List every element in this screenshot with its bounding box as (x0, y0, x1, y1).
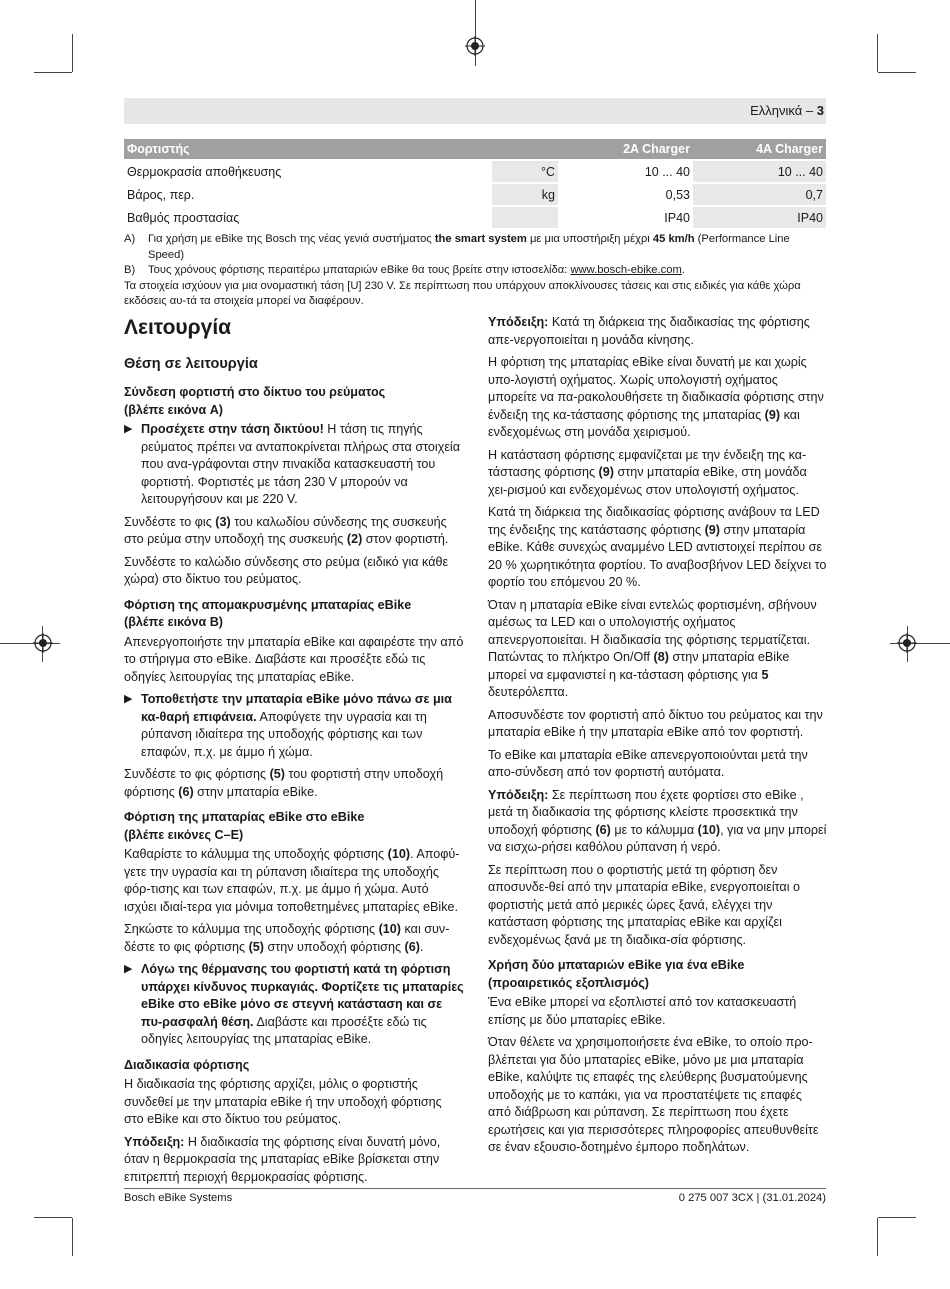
heading-charging-process: Διαδικασία φόρτισης (124, 1057, 250, 1072)
paragraph (488, 597, 828, 702)
heading-dual-battery: Χρήση δύο μπαταριών eBike για ένα eBike (προαιρετικός εξοπλισμός) (488, 958, 745, 990)
ref: (5) (269, 767, 285, 781)
table-row (124, 161, 826, 182)
bullet-text (141, 691, 464, 761)
spec-table (124, 137, 826, 230)
spec-unit: °C (492, 161, 558, 182)
ref: (10) (378, 922, 402, 936)
page-header (124, 98, 826, 124)
crop-mark-bottom-right (877, 1218, 878, 1256)
footnote-b-text (148, 263, 685, 279)
crop-mark-top-right (877, 34, 878, 72)
registration-mark-top-icon (465, 36, 485, 56)
table-row (124, 184, 826, 205)
spec-label: Θερμοκρασία αποθήκευσης (127, 164, 282, 179)
crop-mark-bottom-left-h (34, 1217, 72, 1218)
heading-line: Σύνδεση φορτιστή στο δίκτυο του ρεύματος (124, 385, 386, 399)
footer-docnumber: 0 275 007 3CX | (31.01.2024) (678, 1192, 826, 1204)
text: του φορτιστή στην υποδοχή φόρτισης (124, 767, 444, 799)
ref: (10) (387, 847, 411, 861)
right-column (488, 314, 828, 1162)
paragraph (488, 314, 828, 349)
header-separator: – (802, 103, 817, 118)
heading-line: (βλέπε εικόνες C–E) (124, 827, 244, 842)
heading-mains-connection (124, 384, 464, 419)
ref: (6) (178, 784, 194, 799)
crop-mark-bottom-right-h (878, 1217, 916, 1218)
ref: (6) (595, 822, 611, 837)
spec-label: Βαθμός προστασίας (127, 210, 240, 225)
footnote-a-part: με μια υποστήριξη μέχρι (526, 233, 653, 245)
paragraph: Αποσυνδέστε τον φορτιστή από δίκτυο του ρεύματος και την μπαταρία eBike ή την μπαταρία eBike από τον φορτιστή. (488, 707, 823, 739)
paragraph: Απενεργοποιήστε την μπαταρία eBike και αφαιρέστε την από το στήριγμα στο eBike. Διαβάστε και προσέξτε εδώ τις οδηγίες λειτουργίας της μπαταρίας eBike. (124, 634, 464, 684)
section-subtitle: Θέση σε λειτουργία (124, 356, 258, 372)
paragraph (124, 514, 464, 549)
spec-unit: kg (492, 184, 558, 205)
text: Σε περίπτωση που έχετε φορτίσει στο eBike , μετά τη διαδικασία της φόρτισης κλείστε προσεκτικά την υποδοχή φόρτισης (488, 787, 804, 837)
general-note: Τα στοιχεία ισχύουν για μια ονομαστική τάση [U] 230 V. Σε περίπτωση που υπάρχουν αποκλίνουσες τάσεις και στις ειδικές για κάθε χώρα εκδόσεις αυ-τά τα στοιχεία μπορεί να διαφέρουν. (124, 279, 801, 307)
spec-value-4a: 10 ... 40 (693, 161, 826, 182)
footnote-a-key: A) (124, 233, 136, 245)
text: Καθαρίστε το κάλυμμα της υποδοχής φόρτισης (124, 847, 388, 861)
text: με το κάλυμμα (610, 822, 698, 837)
paragraph (124, 921, 464, 956)
registration-mark-right-icon (897, 633, 917, 653)
note-label: Υπόδειξη: (124, 1134, 185, 1149)
page-number: 3 (816, 103, 824, 118)
ref: 5 (761, 667, 769, 682)
text: στην μπαταρία eBike, στη μονάδα χει-ρισμού και ενδεχομένως στον υπολογιστή οχήματος. (488, 465, 807, 497)
text: Κατά τη διάρκεια της διαδικασίας φόρτισης ανάβουν τα LED της ένδειξης της κατάστασης φόρτισης (488, 505, 820, 537)
page-header-text (750, 103, 826, 118)
heading-line: Φόρτιση της μπαταρίας eBike στο eBike (124, 810, 365, 824)
footer-divider (124, 1188, 826, 1189)
text: στην υποδοχή φόρτισης (264, 939, 405, 954)
footnote-a-bold: 45 km/h (652, 233, 695, 245)
bullet-clean-surface (124, 691, 464, 761)
website-link[interactable]: www.bosch-ebike.com (570, 264, 682, 276)
paragraph: Όταν θέλετε να χρησιμοποιήσετε ένα eBike, το οποίο προ-βλέπεται για δύο μπαταρίες eBike, μόνο με μια μπαταρία eBike, καλύψτε τις επαφές της ελεύθερης βυσματούμενης υποδοχής με το καπάκι, για να προστατέψετε τις επαφές από διάβρωση και ρύπανση. Σε περίπτωση που έχετε ερωτήσεις και για περισσότερες πληροφορίες απευθυνθείτε σε έναν εξουσιο-δοτημένο έμπορο ποδηλάτων. (488, 1035, 819, 1154)
bullet-bold: Τοποθετήστε την μπαταρία eBike μόνο πάνω σε μια κα-θαρή επιφάνεια. (141, 692, 452, 724)
ref: (9) (598, 465, 614, 479)
note-label: Υπόδειξη: (488, 315, 549, 329)
text: στην μπαταρία eBike. (193, 784, 318, 799)
text: στον φορτιστή. (362, 532, 449, 546)
crop-mark-top-left (72, 34, 73, 72)
ref: (5) (248, 939, 264, 954)
text: Η κατάσταση φόρτισης εμφανίζεται με την ένδειξη της κα-τάστασης φόρτισης (488, 447, 807, 479)
text: Κατά τη διάρκεια της διαδικασίας της φόρτισης απε-νεργοποιείται η μονάδα κίνησης. (488, 315, 810, 347)
bullet-body: Αποφύγετε την υγρασία και τη ρύπανση ιδιαίτερα της υποδοχής φόρτισης και των επαφών, π.χ. με άμμο ή χώμα. (141, 709, 427, 759)
ref: (8) (653, 650, 669, 664)
heading-line: (βλέπε εικόνα A) (124, 402, 223, 417)
text: . Αποφύ-γετε την υγρασία και τη ρύπανση ιδιαίτερα της υποδοχής φόρ-τισης και των επαφών, π.χ. με άμμο ή χώμα. Αυτό ισχύει ιδιαί-τερα για μόνιμα τοποθετημένες μπαταρίες eBike. (124, 847, 460, 914)
paragraph: Σε περίπτωση που ο φορτιστής μετά τη φόρτιση δεν αποσυνδε-θεί από την μπαταρία eBike, ενεργοποιείται ο φορτιστής μετά από μερικές ώρες ξανά, ελέγχει την κατάσταση φόρτισης της μπαταρίας eBike και αρχίζει ενδεχομένως ξανά με τη διαδικα-σία φόρτισης. (488, 862, 801, 947)
footnote-a-bold: the smart system (434, 233, 527, 245)
bullet-bold: Προσέχετε στην τάση δικτύου! (141, 422, 324, 436)
paragraph: Ένα eBike μπορεί να εξοπλιστεί από τον κατασκευαστή επίσης με δύο μπαταρίες eBike. (488, 995, 797, 1027)
triangle-bullet-icon: ▶ (124, 423, 133, 435)
text: του καλωδίου σύνδεσης της συσκευής στο ρεύμα στην υποδοχή της συσκευής (124, 514, 447, 546)
crop-mark-center-top (475, 0, 476, 66)
paragraph: Η διαδικασία της φόρτισης αρχίζει, μόλις ο φορτιστής συνδεθεί με την μπαταρία eBike ή την υποδοχή φόρτισης στο eBike και στο δίκτυο του ρεύματος. (124, 1077, 442, 1126)
table-notes (124, 232, 828, 310)
bullet-body: Διαβάστε και προσέξτε εδώ τις οδηγίες λειτουργίας της μπαταρίας eBike. (141, 1014, 427, 1046)
footnote-b-part: Τους χρόνους φόρτισης περαιτέρω μπαταριών eBike θα τους βρείτε στην ιστοσελίδα: (148, 264, 571, 276)
spec-header-charger: Φορτιστής (124, 139, 492, 159)
ref: (3) (215, 514, 231, 529)
spec-header-2a: 2A Charger (558, 139, 693, 159)
heading-battery-on-ebike (124, 809, 464, 844)
text: στην μπαταρία eBike. Κάθε συνεχώς αναμμένο LED αντιστοιχεί περίπου σε 20 % χωρητικότητα φορτίου. Το αναβοσβήνον LED δείχνει το φορτίο του επόμενου 20 %. (488, 522, 827, 589)
bullet-text (141, 421, 464, 509)
bullet-text (141, 961, 464, 1049)
footer-company: Bosch eBike Systems (124, 1192, 233, 1204)
footnote-b-key: B) (124, 264, 136, 276)
paragraph: Το eBike και μπαταρία eBike απενεργοποιούνται μετά την απο-σύνδεση από τον φορτιστή αυτόματα. (488, 747, 808, 779)
paragraph (124, 1134, 464, 1187)
footnote-a-part: Για χρήση με eBike της Bosch της νέας γενιά συστήματος (148, 233, 435, 245)
footnote-a (124, 232, 828, 263)
heading-line: Φόρτιση της απομακρυσμένης μπαταρίας eBike (124, 597, 412, 612)
spec-header-unit (492, 139, 558, 159)
text: Συνδέστε το φις φόρτισης (124, 767, 270, 781)
ref: (9) (764, 407, 781, 422)
ref: (10) (697, 822, 721, 837)
crop-mark-top-left-h (34, 72, 72, 73)
crop-mark-top-right-h (878, 72, 916, 73)
paragraph (488, 787, 828, 857)
triangle-bullet-icon: ▶ (124, 693, 133, 705)
crop-mark-bottom-left (72, 1218, 73, 1256)
paragraph (124, 846, 464, 916)
footnote-b (124, 263, 828, 279)
footnote-a-part: (Performance Line Speed) (148, 233, 790, 261)
left-column (124, 312, 464, 1191)
text: Σηκώστε το κάλυμμα της υποδοχής φόρτισης (124, 922, 379, 936)
section-title: Λειτουργία (124, 316, 232, 339)
paragraph: Συνδέστε το καλώδιο σύνδεσης στο ρεύμα (ειδικό για κάθε χώρα) στο δίκτυο του ρεύματος. (124, 554, 449, 586)
text: Όταν η μπαταρία eBike είναι εντελώς φορτισμένη, σβήνουν αμέσως τα LED και ο υπολογιστής οχήματος απενεργοποιείται. Η διαδικασία της φόρτισης τερματίζεται. Πατώντας το πλήκτρο On/Off (488, 597, 817, 664)
note-label: Υπόδειξη: (488, 787, 549, 802)
bullet-fire-risk (124, 961, 464, 1049)
heading-removed-battery (124, 597, 464, 632)
footnote-b-part: . (681, 264, 685, 276)
registration-mark-left-icon (33, 633, 53, 653)
spec-value-4a: 0,7 (693, 184, 826, 205)
footnote-a-text (148, 232, 828, 263)
bullet-bold: Λόγω της θέρμανσης του φορτιστή κατά τη φόρτιση υπάρχει κίνδυνος πυρκαγιάς. Φορτίζετε τις μπαταρίες eBike στο eBike μόνο σε στεγνή κατάσταση και σε πυ-ρασφαλή θέση. (141, 962, 464, 1029)
header-language: Ελληνικά (750, 103, 803, 118)
paragraph (488, 504, 828, 592)
ref: (2) (346, 532, 363, 546)
text: , για να μην μπορεί να εισχω-ρήσει καθόλου ρύπανση ή νερό. (488, 822, 827, 854)
text: Η φόρτιση της μπαταρίας eBike είναι δυνατή με και χωρίς υπο-λογιστή οχήματος. Χωρίς υπολογιστή οχήματος μπορείτε να πα-ρακολουθήσετε τη διαδικασία φόρτισης στην ένδειξη της κα-τάστασης φόρτισης της μπαταρίας (488, 355, 824, 422)
text: . (419, 939, 424, 954)
ref: (9) (704, 522, 721, 537)
spec-value-2a: IP40 (664, 210, 690, 225)
text: δευτερόλεπτα. (488, 685, 569, 699)
text: και συν-δέστε το φις φόρτισης (124, 922, 450, 954)
text: και ενδεχομένως στη μονάδα χειρισμού. (488, 407, 800, 439)
spec-header-4a: 4A Charger (693, 139, 826, 159)
triangle-bullet-icon: ▶ (124, 963, 133, 975)
bullet-voltage (124, 421, 464, 509)
bullet-body: Η τάση τις πηγής ρεύματος πρέπει να ανταποκρίνεται πλήρως στα στοιχεία που ανα-γράφονται στην πινακίδα κατασκευαστή του φορτιστή. Φορτιστές με τάση 230 V μπορούν να λειτουργήσουν και με 220 V. (141, 422, 461, 506)
heading-line: (βλέπε εικόνα B) (124, 615, 223, 629)
spec-value-4a: IP40 (693, 207, 826, 228)
spec-label: Βάρος, περ. (127, 187, 195, 202)
spec-value-2a: 10 ... 40 (644, 164, 690, 179)
text: Η διαδικασία της φόρτισης είναι δυνατή μόνο, όταν η θερμοκρασία της μπαταρίας eBike βρίσκεται στην επιτρεπτή περιοχή θερμοκρασίας φόρτισης. (124, 1134, 441, 1184)
paragraph (488, 447, 828, 500)
spec-unit (492, 207, 558, 228)
ref: (6) (404, 939, 420, 954)
spec-value-2a: 0,53 (665, 187, 690, 202)
text: στην μπαταρία eBike μπορεί να εμφανιστεί η κα-τάσταση φόρτισης για (488, 650, 790, 682)
paragraph (488, 354, 828, 442)
text: Συνδέστε το φις (124, 514, 216, 529)
spec-table-header-row (124, 139, 826, 159)
paragraph (124, 766, 464, 801)
table-row (124, 207, 826, 228)
